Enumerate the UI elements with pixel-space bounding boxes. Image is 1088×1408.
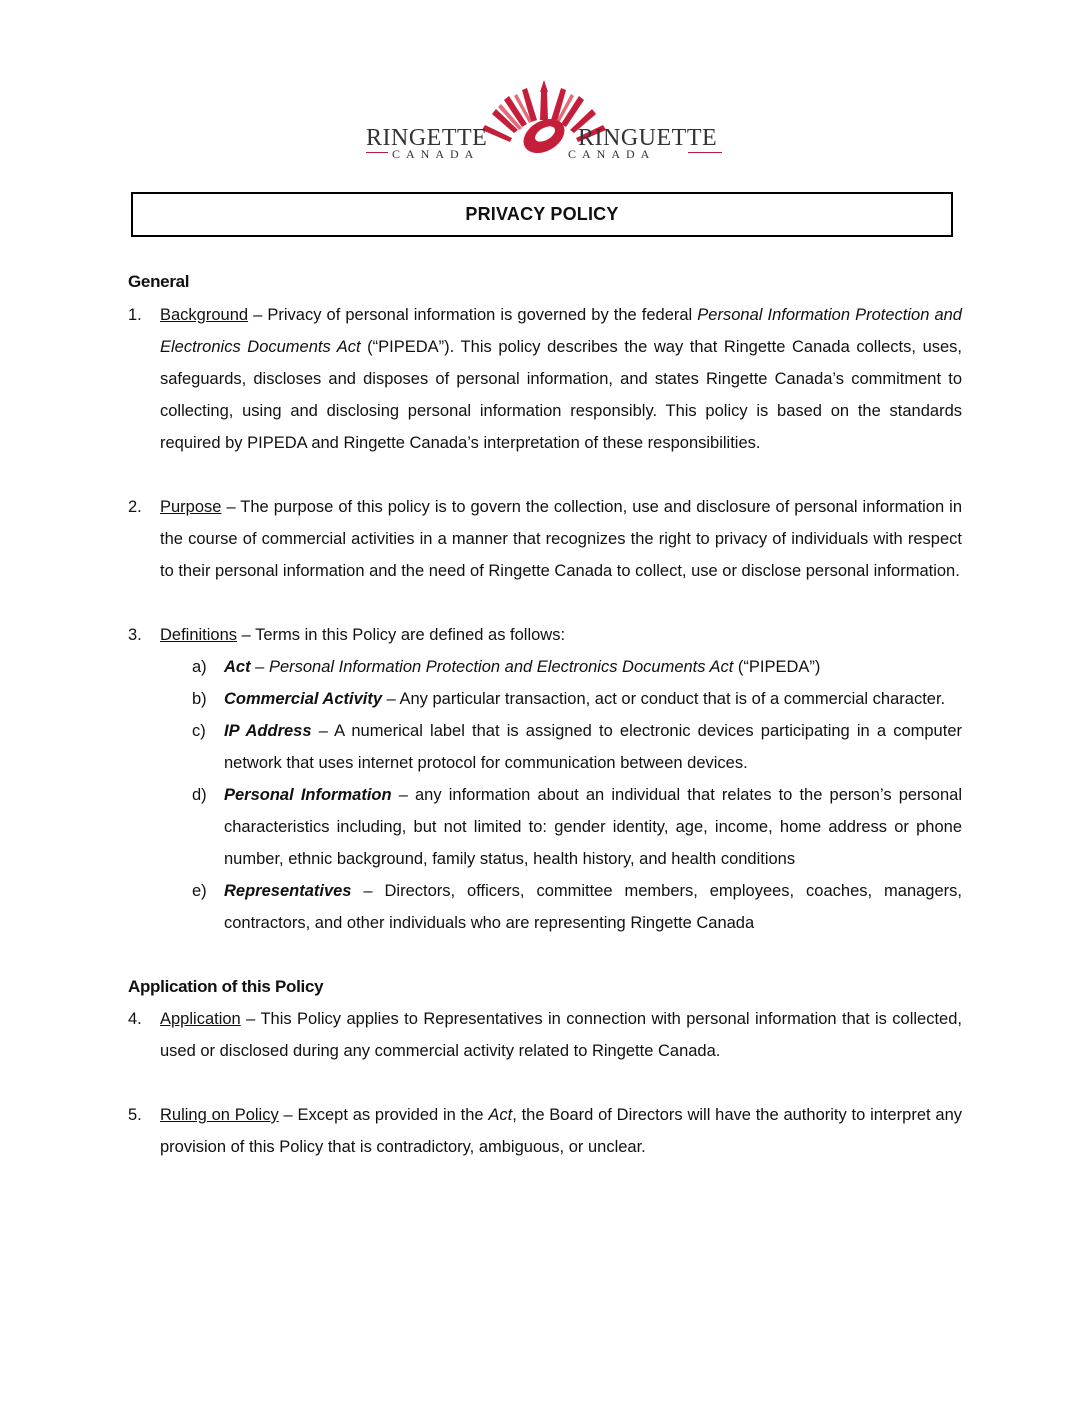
clause-text: – Except as provided in the (278, 1106, 489, 1124)
clause-number: 4. (128, 1010, 142, 1028)
logo-rule-left (366, 152, 388, 153)
logo-sub-canada-right: CANADA (568, 147, 656, 161)
act-reference: Act (488, 1106, 513, 1124)
clause-purpose (128, 491, 962, 587)
clause-text: (“PIPEDA”). This policy describes the way that Ringette Canada collects, uses, safeguards, discloses and disposes of personal information, and states Ringette Canada’s commitment to collecting, using and disclosing personal information responsibly. This policy is based on the standards required by PIPEDA and Ringette Canada’s interpretation of these responsibilities. (160, 338, 963, 452)
ringette-canada-logo (364, 76, 724, 166)
clause-number: 5. (128, 1106, 142, 1124)
clause-label: Purpose (160, 498, 222, 516)
policy-body (128, 266, 962, 1163)
definition-letter: d) (192, 786, 207, 804)
logo-word-ringuette: RINGUETTE (578, 125, 718, 151)
page-title: PRIVACY POLICY (465, 204, 619, 224)
definition-letter: e) (192, 882, 207, 900)
clause-text: – Privacy of personal information is governed by the federal (248, 306, 698, 324)
clause-text: – Terms in this Policy are defined as follows: (237, 626, 566, 644)
clause-ruling-on-policy (128, 1099, 962, 1163)
definition-term: Personal Information (224, 786, 392, 804)
clause-text: , the Board of Directors will have the authority to interpret any provision of this Policy that is contradictory, ambiguous, or unclear. (160, 1106, 962, 1156)
clause-label: Ruling on Policy (160, 1106, 279, 1124)
definition-dash: – (250, 658, 269, 676)
definition-letter: a) (192, 658, 207, 676)
definition-text: – A numerical label that is assigned to electronic devices participating in a computer network that uses internet protocol for communication between devices. (224, 722, 962, 772)
clause-text: – The purpose of this policy is to govern the collection, use and disclosure of personal information in the course of commercial activities in a manner that recognizes the right to privacy of individuals with respect to their personal information and the need of Ringette Canada to collect, use or disclose personal information. (160, 498, 962, 580)
definition-letter: b) (192, 690, 207, 708)
clause-label: Application (160, 1010, 241, 1028)
definition-term: Commercial Activity (224, 690, 383, 708)
definition-text: – Any particular transaction, act or conduct that is of a commercial character. (382, 690, 946, 708)
definition-commercial-activity (128, 683, 962, 715)
section-heading-application: Application of this Policy (128, 977, 324, 996)
definition-act (128, 651, 962, 683)
logo-sub-canada-left: CANADA (392, 147, 480, 161)
definition-ip-address (128, 715, 962, 779)
definition-term: Representatives (224, 882, 352, 900)
definition-personal-information (128, 779, 962, 875)
definition-term: Act (224, 658, 251, 676)
clause-label: Background (160, 306, 249, 324)
definition-text: (“PIPEDA”) (733, 658, 821, 676)
clause-background (128, 299, 962, 459)
definition-term: IP Address (224, 722, 312, 740)
logo-word-ringette: RINGETTE (366, 125, 488, 151)
logo-rule-right (688, 152, 722, 153)
clause-label: Definitions (160, 626, 238, 644)
clause-text: – This Policy applies to Representatives in connection with personal information that is collected, used or disclosed during any commercial activity related to Ringette Canada. (160, 1010, 962, 1060)
clause-number: 2. (128, 498, 142, 516)
clause-definitions (128, 619, 962, 651)
definition-text: – Directors, officers, committee members, employees, coaches, managers, contractors, and other individuals who are representing Ringette Canada (224, 882, 962, 932)
clause-number: 3. (128, 626, 142, 644)
title-box (131, 192, 953, 237)
definition-letter: c) (192, 722, 206, 740)
definition-representatives (128, 875, 962, 939)
section-heading-general: General (128, 272, 190, 291)
clause-number: 1. (128, 306, 142, 324)
clause-application (128, 1003, 962, 1067)
definition-text: – any information about an individual that relates to the person’s personal characteristics including, but not limited to: gender identity, age, income, home address or phone number, ethnic background, family status, health history, and health conditions (224, 786, 962, 868)
definition-italic: Personal Information Protection and Electronics Documents Act (268, 658, 734, 676)
act-name: Personal Information Protection and Electronics Documents Act (160, 306, 962, 356)
